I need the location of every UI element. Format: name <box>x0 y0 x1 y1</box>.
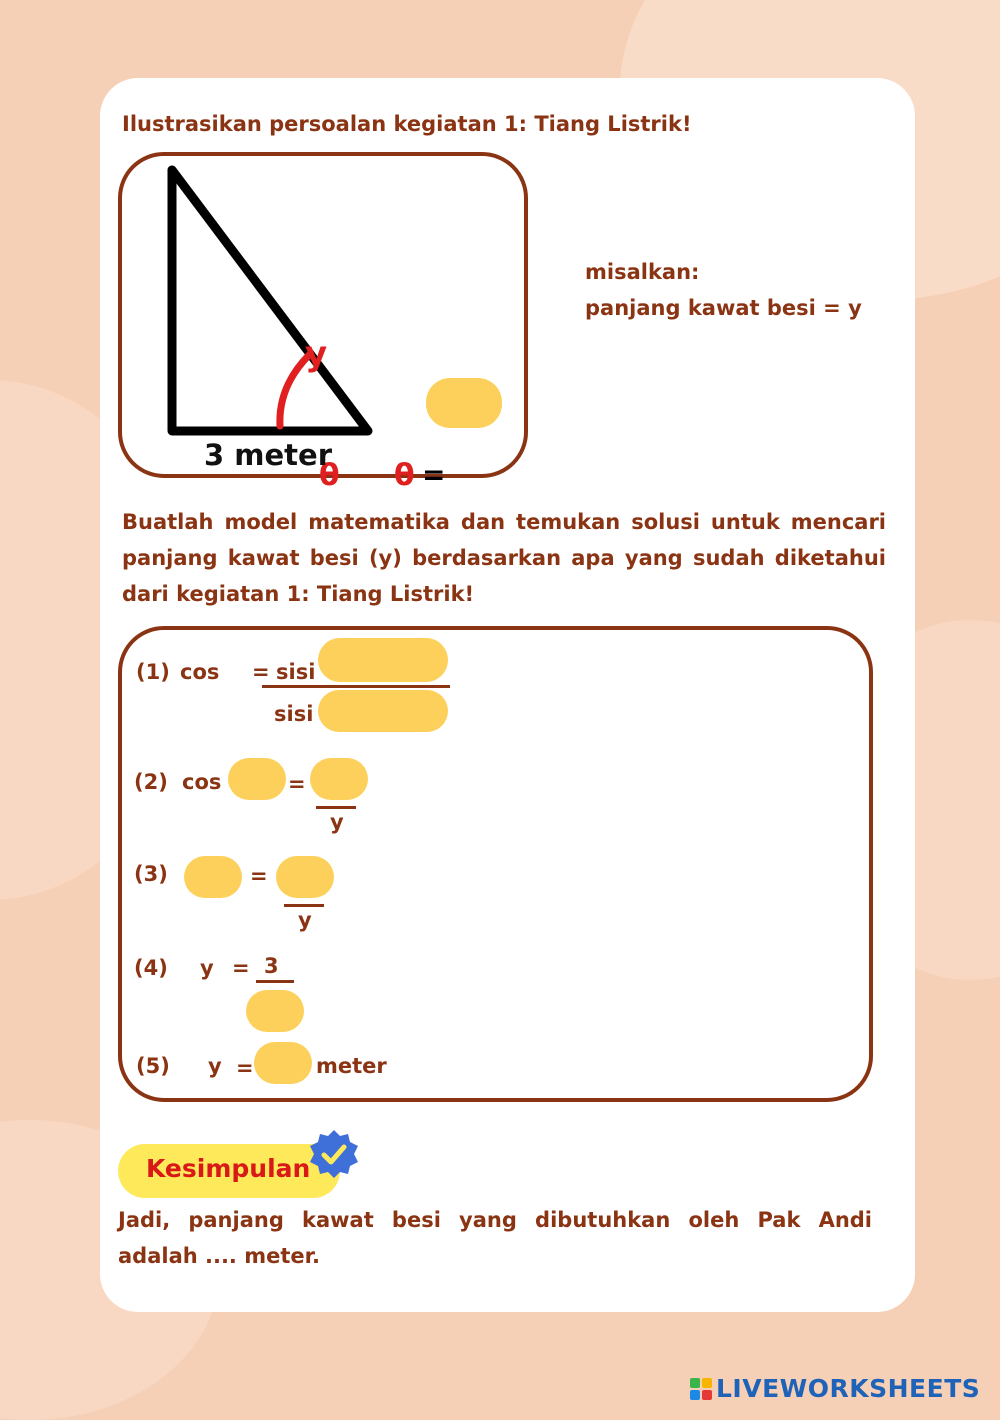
fraction-line <box>256 980 294 983</box>
numerator-word: sisi <box>276 660 316 684</box>
equals-sign: = <box>252 660 270 684</box>
denominator-input[interactable] <box>246 990 304 1032</box>
step-number: (3) <box>134 862 168 886</box>
step-number: (4) <box>134 956 168 980</box>
fraction-line <box>316 806 356 809</box>
liveworksheets-wordmark: LIVEWORKSHEETS <box>716 1374 981 1403</box>
denominator-y: y <box>330 810 344 834</box>
lhs-y: y <box>208 1054 222 1078</box>
numerator-input[interactable] <box>310 758 368 800</box>
triangle-shape <box>172 170 368 431</box>
angle-label: θ <box>319 458 340 493</box>
equations-box <box>118 626 873 1102</box>
right-triangle-diagram <box>122 156 532 482</box>
hypotenuse-label: y <box>305 334 328 374</box>
denominator-side-input[interactable] <box>318 690 448 732</box>
result-input[interactable] <box>254 1042 312 1084</box>
equals-sign: = <box>232 956 250 980</box>
unit-meter: meter <box>316 1054 387 1078</box>
liveworksheets-mark-icon <box>690 1378 712 1400</box>
equals-sign: = <box>250 864 268 888</box>
illustration-box <box>118 152 528 493</box>
cos-label: cos <box>180 660 220 684</box>
base-label: 3 meter <box>204 438 332 472</box>
step-number: (2) <box>134 770 168 794</box>
numerator-3: 3 <box>264 954 279 978</box>
side-note <box>585 254 862 326</box>
side-note-line2: panjang kawat besi = y <box>585 296 862 320</box>
conclusion-badge-label: Kesimpulan <box>146 1154 311 1183</box>
cos-value-input[interactable] <box>184 856 242 898</box>
numerator-input[interactable] <box>276 856 334 898</box>
section-title: Ilustrasikan persoalan kegiatan 1: Tiang Listrik! <box>122 112 692 136</box>
theta-answer-input[interactable] <box>426 378 502 428</box>
fraction-line <box>262 685 450 688</box>
instruction-text: Buatlah model matematika dan temukan solusi untuk mencari panjang kawat besi (y) berdasarkan apa yang sudah diketahui dari kegiatan 1: Tiang Listrik! <box>122 510 886 606</box>
cos-label: cos <box>182 770 222 794</box>
step-number: (5) <box>136 1054 170 1078</box>
step-number: (1) <box>136 660 170 684</box>
side-note-line1: misalkan: <box>585 260 700 284</box>
denominator-word: sisi <box>274 702 314 726</box>
lhs-y: y <box>200 956 214 980</box>
fraction-line <box>284 904 324 907</box>
equals-sign: = <box>288 772 306 796</box>
conclusion-badge <box>118 1144 340 1198</box>
theta-symbol: θ <box>394 458 415 493</box>
worksheet-card <box>100 78 915 1312</box>
equals-sign: = <box>236 1056 254 1080</box>
equals-sign: = <box>422 458 446 491</box>
numerator-side-input[interactable] <box>318 638 448 682</box>
liveworksheets-logo <box>690 1374 980 1403</box>
denominator-y: y <box>298 908 312 932</box>
verified-check-icon <box>308 1128 360 1180</box>
angle-input[interactable] <box>228 758 286 800</box>
conclusion-text: Jadi, panjang kawat besi yang dibutuhkan oleh Pak Andi adalah .... meter. <box>118 1208 872 1268</box>
